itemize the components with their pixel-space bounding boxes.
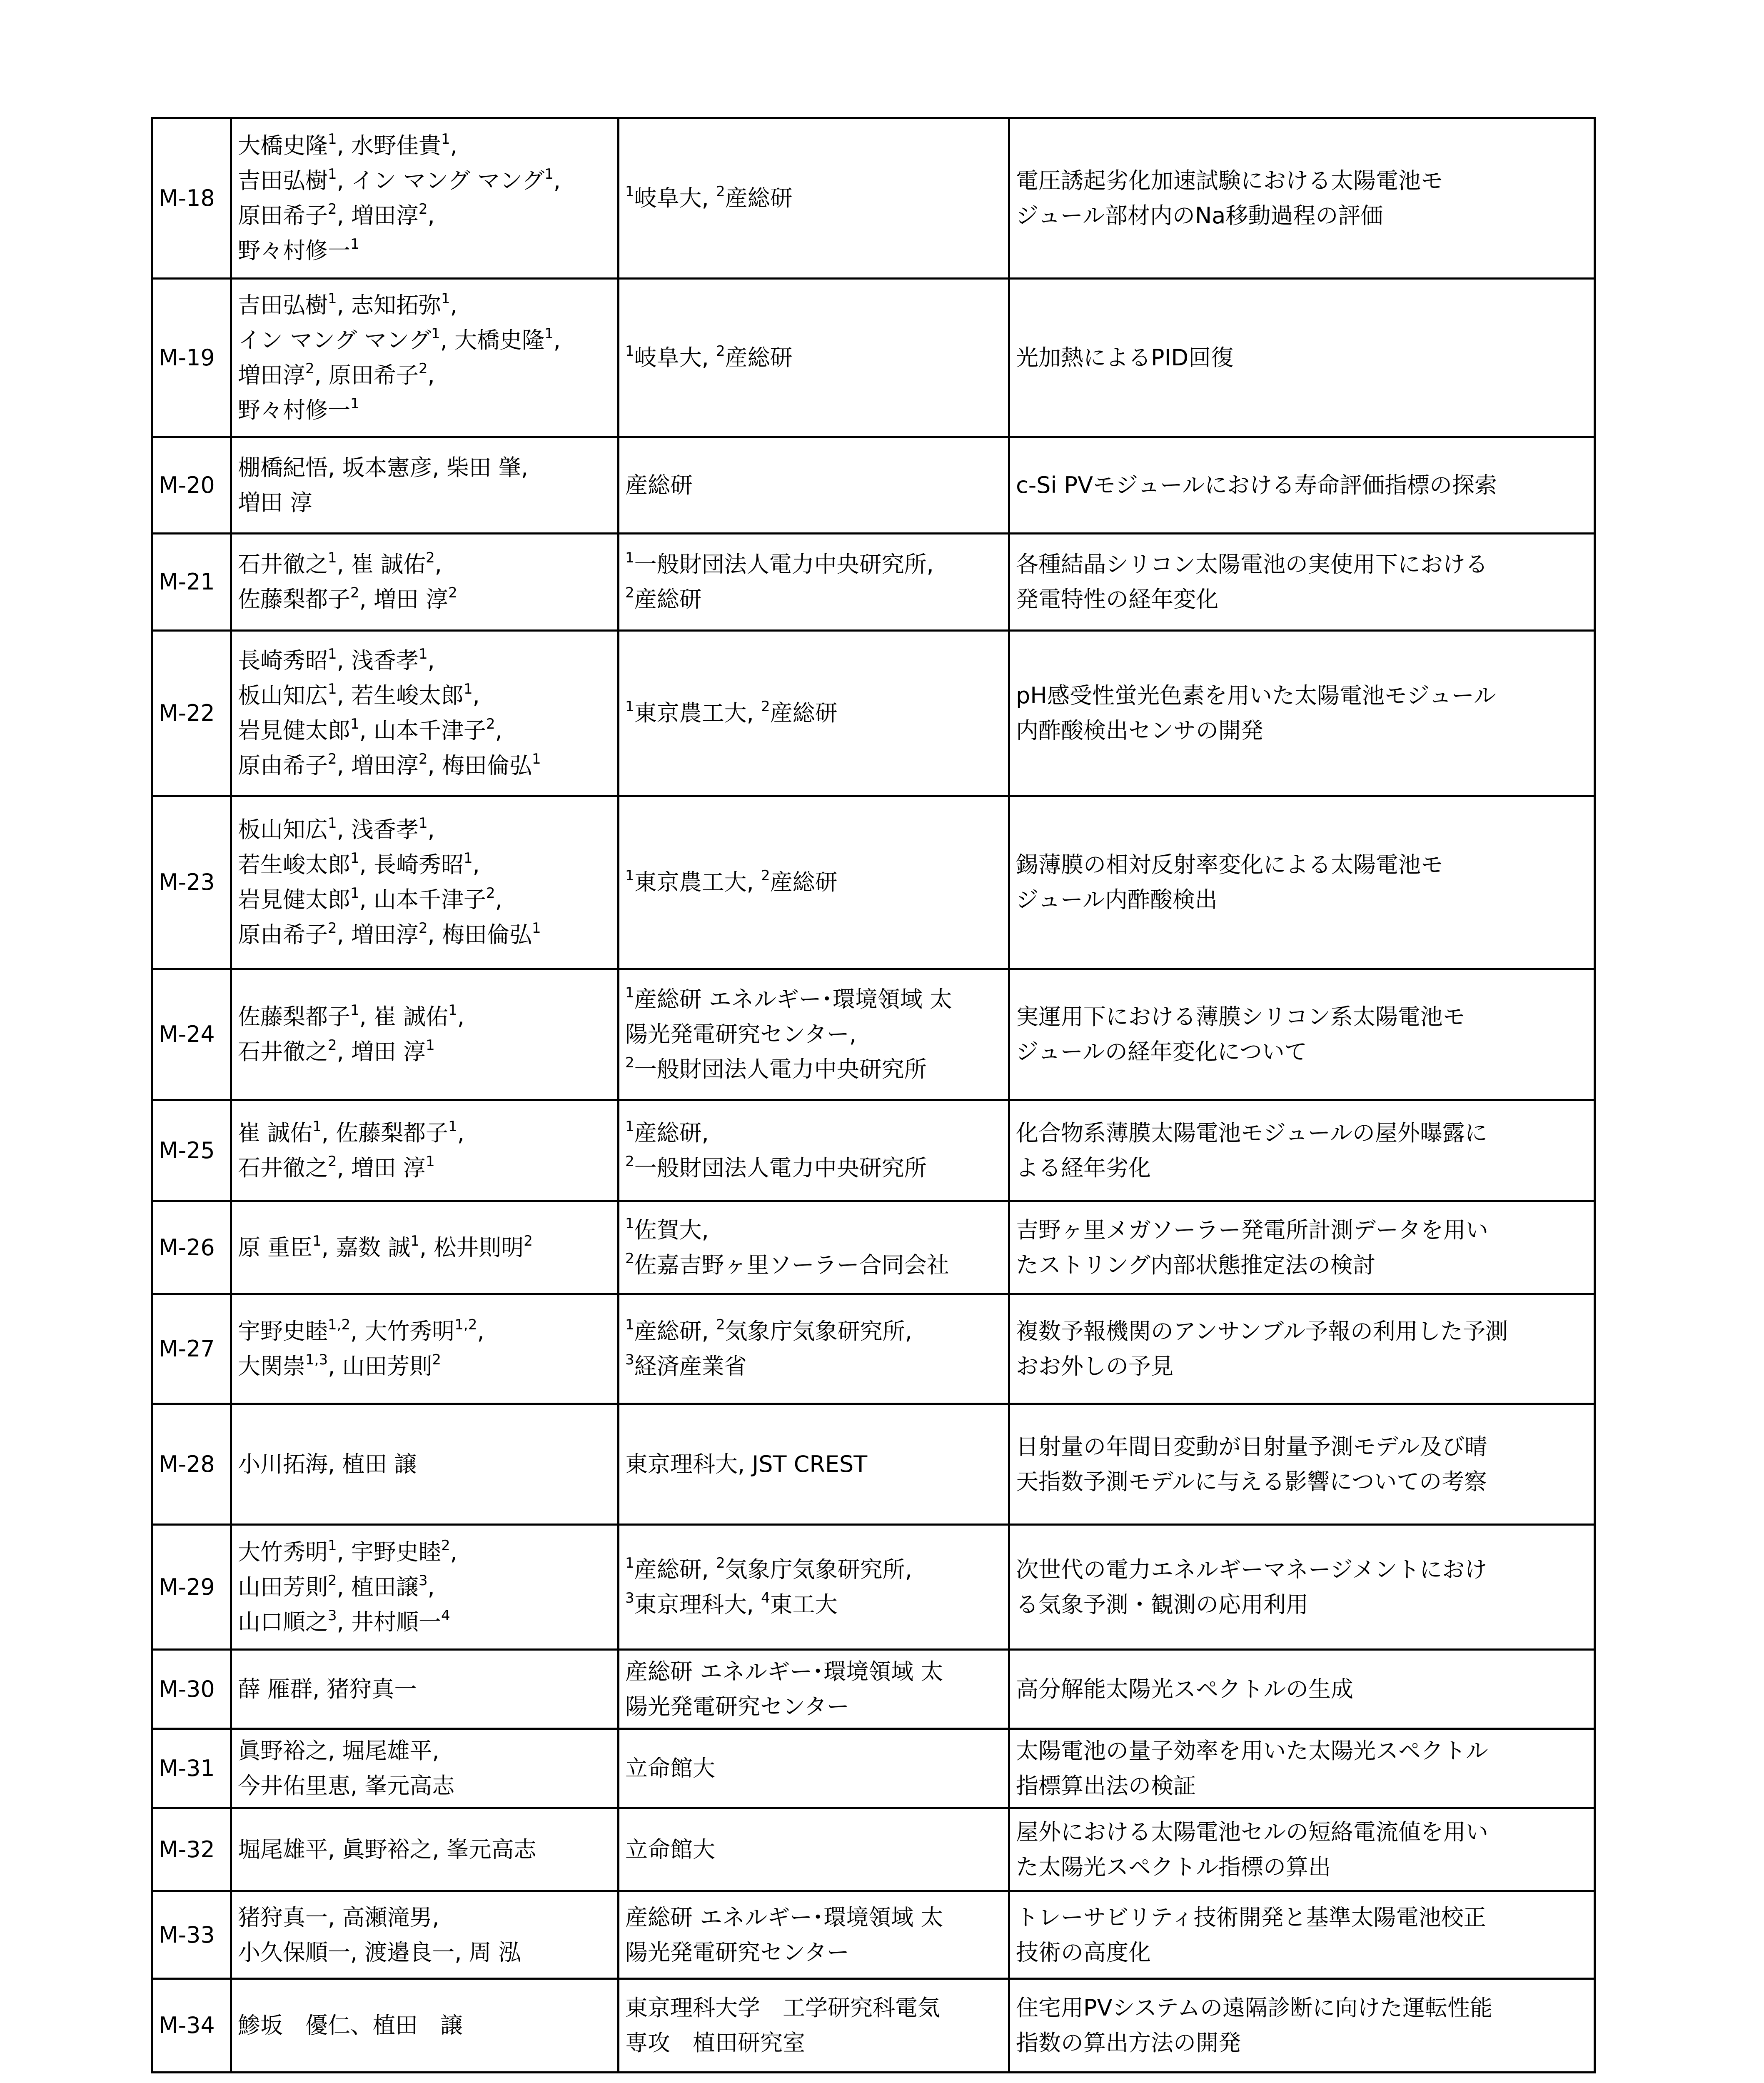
affiliation-superscript: 1 [625,183,634,200]
affiliation-cell-line: $^1$産総研, [625,1118,709,1146]
title-cell [1009,1404,1595,1525]
authors-cell [231,631,619,796]
affiliation-superscript: 1 [448,1002,457,1019]
affiliation-superscript: 1 [431,325,440,342]
table-row [152,279,1595,437]
affiliation-cell-line: 立命館大 [625,1836,715,1863]
authors-cell [231,1201,619,1294]
affiliation-superscript: 1 [441,131,450,147]
authors-cell-line: 小川拓海, 植田 譲 [238,1451,417,1477]
affiliation-superscript: 4 [441,1607,450,1624]
affiliation-cell [619,796,1009,969]
table-row [152,631,1595,796]
title-cell-line: 天指数予測モデルに与える影響についての考察 [1016,1468,1487,1495]
authors-cell-line: 野々村修一$^1$ [238,395,359,423]
authors-cell [231,279,619,437]
authors-cell-line: 長崎秀昭$^1$, 浅香孝$^1$, [238,646,435,674]
affiliation-superscript: 1 [418,815,428,832]
affiliation-cell-line: 陽光発電研究センター, [625,1021,857,1047]
authors-cell-line: 板山知広$^1$, 浅香孝$^1$, [238,815,435,843]
title-cell-line: 複数予報機関のアンサンブル予報の利用した予測 [1016,1318,1508,1344]
affiliation-cell-line: 東京理科大学 工学研究科電気 [625,1995,940,2021]
authors-cell-line: イン マング マング$^1$, 大橋史隆$^1$, [238,325,561,353]
authors-cell-line: 佐藤梨都子$^1$, 崔 誠佑$^1$, [238,1002,464,1030]
affiliation-superscript: 1 [544,325,554,342]
title-cell-line: 化合物系薄膜太陽電池モジュールの屋外曝露に [1016,1119,1487,1146]
authors-cell-line: 棚橋紀悟, 坂本憲彦, 柴田 肇, [238,454,528,481]
table-row [152,534,1595,631]
affiliation-superscript: 2 [418,751,428,767]
title-cell [1009,1294,1595,1404]
affiliation-superscript: 1 [625,1316,634,1333]
title-cell [1009,1808,1595,1891]
affiliation-superscript: 3 [625,1589,634,1606]
authors-cell [231,1404,619,1525]
affiliation-cell-line: 専攻 植田研究室 [625,2030,805,2056]
presentation-number: M-31 [152,1729,231,1808]
title-cell-line: たストリング内部状態推定法の検討 [1016,1251,1375,1278]
affiliation-superscript: 2 [418,920,428,937]
authors-cell [231,1294,619,1404]
affiliation-superscript: 1 [418,646,428,662]
authors-cell-line: 吉田弘樹$^1$, 志知拓弥$^1$, [238,290,457,318]
title-cell-line: る気象予測・観測の応用利用 [1016,1591,1308,1618]
affiliation-cell-line: 産総研 [625,472,693,498]
authors-cell-line: 岩見健太郎$^1$, 山本千津子$^2$, [238,885,502,913]
title-cell-line: 内酢酸検出センサの開発 [1016,717,1263,744]
affiliation-superscript: 2 [350,584,359,601]
authors-cell-line: 今井佑里恵, 峯元高志 [238,1772,455,1799]
affiliation-superscript: 1,2 [454,1316,477,1333]
affiliation-cell-line: 東京理科大, JST CREST [625,1451,868,1477]
affiliation-superscript: 4 [761,1589,770,1606]
affiliation-superscript: 1 [625,342,634,360]
presentation-number: M-32 [152,1808,231,1891]
affiliation-cell-line: $^1$岐阜大, $^2$産総研 [625,342,793,371]
table-row [152,1891,1595,1979]
affiliation-superscript: 1 [350,1002,359,1019]
presentation-number: M-26 [152,1201,231,1294]
affiliation-cell-line: 陽光発電研究センター [625,1939,849,1966]
affiliation-superscript: 2 [418,360,428,377]
affiliation-cell [619,1650,1009,1729]
affiliation-superscript: 3 [418,1572,428,1589]
title-cell-line: 住宅用PVシステムの遠隔診断に向けた運転性能 [1016,1995,1493,2021]
affiliation-cell [619,279,1009,437]
authors-cell-line: 野々村修一$^1$ [238,236,359,264]
affiliation-superscript: 1 [448,1118,457,1135]
title-cell-line: 指数の算出方法の開発 [1016,2030,1241,2056]
affiliation-superscript: 2 [441,1537,450,1554]
title-cell [1009,534,1595,631]
affiliation-cell [619,969,1009,1100]
affiliation-superscript: 1 [350,885,359,902]
affiliation-cell [619,1729,1009,1808]
affiliation-superscript: 1 [328,131,337,147]
title-cell-line: 吉野ヶ里メガソーラー発電所計測データを用い [1016,1216,1488,1243]
table-row [152,437,1595,534]
table-row [152,969,1595,1100]
affiliation-cell-line: $^1$産総研, $^2$気象庁気象研究所, [625,1316,912,1344]
authors-cell-line: 石井徹之$^1$, 崔 誠佑$^2$, [238,549,442,577]
title-cell-line: おお外しの予見 [1016,1353,1173,1379]
title-cell-line: pH感受性蛍光色素を用いた太陽電池モジュール [1016,682,1496,709]
title-cell-line: 屋外における太陽電池セルの短絡電流値を用い [1016,1818,1488,1845]
affiliation-cell [619,631,1009,796]
authors-cell-line: 山口順之$^3$, 井村順一$^4$ [238,1607,450,1635]
table-row [152,1650,1595,1729]
affiliation-superscript: 1 [531,751,541,767]
presentation-number: M-33 [152,1891,231,1979]
affiliation-cell [619,1525,1009,1650]
authors-cell-line: 大橋史隆$^1$, 水野佳貴$^1$, [238,131,457,159]
presentation-number: M-24 [152,969,231,1100]
affiliation-cell [619,534,1009,631]
affiliation-cell-line: $^2$産総研 [625,584,702,612]
affiliation-superscript: 1 [328,166,337,182]
authors-cell-line: 大関崇$^{1,3}$, 山田芳則$^2$ [238,1351,442,1379]
authors-cell [231,1525,619,1650]
affiliation-cell-line: $^1$産総研 エネルギー･環境領域 太 [625,984,952,1012]
affiliation-superscript: 1 [328,549,337,566]
affiliation-superscript: 1 [441,290,450,307]
authors-cell-line: 岩見健太郎$^1$, 山本千津子$^2$, [238,716,502,744]
affiliation-superscript: 2 [761,867,770,884]
affiliation-cell-line: $^2$一般財団法人電力中央研究所 [625,1054,927,1082]
table-row [152,1404,1595,1525]
title-cell [1009,118,1595,279]
authors-cell-line: 鯵坂 優仁、植田 譲 [238,2012,463,2038]
affiliation-superscript: 1 [426,1037,435,1054]
title-cell-line: 指標算出法の検証 [1016,1772,1196,1799]
affiliation-superscript: 1 [625,984,634,1001]
affiliation-superscript: 1 [328,1537,337,1554]
authors-cell [231,534,619,631]
title-cell-line: 光加熱によるPID回復 [1016,344,1234,371]
authors-cell-line: 板山知広$^1$, 若生峻太郎$^1$, [238,681,480,709]
affiliation-cell [619,1808,1009,1891]
affiliation-cell-line: $^1$産総研, $^2$気象庁気象研究所, [625,1554,912,1583]
affiliation-superscript: 2 [328,920,337,937]
table-row [152,1525,1595,1650]
title-cell [1009,437,1595,534]
title-cell-line: 発電特性の経年変化 [1016,586,1218,612]
affiliation-superscript: 2 [486,885,495,902]
affiliation-cell-line: $^3$東京理科大, $^4$東工大 [625,1589,838,1618]
authors-cell-line: 大竹秀明$^1$, 宇野史睦$^2$, [238,1537,457,1565]
affiliation-superscript: 1 [426,1153,435,1170]
title-cell-line: ジュール内酢酸検出 [1016,887,1218,913]
affiliation-cell-line: $^1$一般財団法人電力中央研究所, [625,549,934,577]
presentation-number: M-34 [152,1979,231,2073]
title-cell [1009,279,1595,437]
authors-cell [231,796,619,969]
title-cell-line: 技術の高度化 [1016,1939,1151,1966]
title-cell [1009,1979,1595,2073]
affiliation-superscript: 1 [544,166,554,182]
affiliation-superscript: 1 [328,290,337,307]
authors-cell-line: 若生峻太郎$^1$, 長崎秀昭$^1$, [238,850,480,878]
authors-cell-line: 石井徹之$^2$, 増田 淳$^1$ [238,1037,435,1065]
affiliation-cell-line: $^1$岐阜大, $^2$産総研 [625,183,793,211]
affiliation-superscript: 1 [463,681,473,697]
affiliation-superscript: 1 [312,1118,322,1135]
affiliation-cell-line: 陽光発電研究センター [625,1693,849,1720]
authors-cell-line: 眞野裕之, 堀尾雄平, [238,1737,439,1764]
affiliation-superscript: 2 [418,201,428,217]
affiliation-cell [619,1201,1009,1294]
presentation-number: M-30 [152,1650,231,1729]
authors-cell [231,1729,619,1808]
affiliation-superscript: 1 [531,920,541,937]
affiliation-superscript: 1 [350,236,359,252]
authors-cell [231,1808,619,1891]
affiliation-cell-line: $^2$佐嘉吉野ヶ里ソーラー合同会社 [625,1250,949,1278]
affiliation-superscript: 2 [328,1572,337,1589]
affiliation-cell-line: $^1$東京農工大, $^2$産総研 [625,867,838,895]
presentation-number: M-19 [152,279,231,437]
presentation-number: M-20 [152,437,231,534]
affiliation-superscript: 2 [448,584,457,601]
authors-cell [231,969,619,1100]
affiliation-superscript: 1 [625,1215,634,1232]
affiliation-cell [619,437,1009,534]
authors-cell-line: 増田 淳 [238,489,313,516]
table-row [152,1729,1595,1808]
affiliation-cell [619,1294,1009,1404]
authors-cell [231,1100,619,1201]
table-row [152,1201,1595,1294]
authors-cell [231,1891,619,1979]
affiliation-superscript: 2 [716,183,725,200]
affiliation-superscript: 2 [486,716,495,732]
affiliation-superscript: 2 [524,1232,533,1249]
affiliation-superscript: 1 [410,1232,419,1249]
affiliation-cell-line: $^1$東京農工大, $^2$産総研 [625,698,838,726]
authors-cell-line: 吉田弘樹$^1$, イン マング マング$^1$, [238,166,561,194]
affiliation-cell-line: 産総研 エネルギー･環境領域 太 [625,1658,943,1685]
authors-cell-line: 石井徹之$^2$, 増田 淳$^1$ [238,1153,435,1181]
affiliation-cell [619,1979,1009,2073]
affiliation-superscript: 3 [625,1351,634,1368]
authors-cell-line: 宇野史睦$^{1,2}$, 大竹秀明$^{1,2}$, [238,1316,484,1344]
table-row [152,118,1595,279]
title-cell-line: トレーサビリティ技術開発と基準太陽電池校正 [1016,1904,1486,1931]
table-row [152,796,1595,969]
title-cell [1009,969,1595,1100]
affiliation-cell [619,1100,1009,1201]
table-row [152,1979,1595,2073]
authors-cell-line: 小久保順一, 渡邉良一, 周 泓 [238,1939,521,1966]
table-row [152,1294,1595,1404]
title-cell-line: c-Si PVモジュールにおける寿命評価指標の探索 [1016,472,1497,498]
title-cell-line: 日射量の年間日変動が日射量予測モデル及び晴 [1016,1433,1487,1460]
affiliation-superscript: 2 [305,360,314,377]
affiliation-superscript: 1,2 [328,1316,351,1333]
title-cell-line: 各種結晶シリコン太陽電池の実使用下における [1016,551,1488,577]
affiliation-cell-line: 産総研 エネルギー･環境領域 太 [625,1904,943,1931]
authors-cell-line: 増田淳$^2$, 原田希子$^2$, [238,360,435,388]
title-cell-line: 電圧誘起劣化加速試験における太陽電池モ [1016,167,1443,194]
title-cell [1009,1201,1595,1294]
affiliation-superscript: 1 [625,867,634,884]
authors-cell-line: 原 重臣$^1$, 嘉数 誠$^1$, 松井則明$^2$ [238,1232,533,1261]
affiliation-superscript: 2 [761,698,770,715]
authors-cell-line: 原田希子$^2$, 増田淳$^2$, [238,201,435,229]
affiliation-superscript: 2 [625,1250,634,1267]
affiliation-superscript: 1 [350,850,359,867]
authors-cell-line: 山田芳則$^2$, 植田譲$^3$, [238,1572,435,1600]
presentation-number: M-23 [152,796,231,969]
authors-cell-line: 崔 誠佑$^1$, 佐藤梨都子$^1$, [238,1118,464,1146]
title-cell-line: ジュールの経年変化について [1016,1039,1307,1065]
affiliation-superscript: 2 [328,201,337,217]
authors-cell-line: 薛 雁群, 猪狩真一 [238,1676,417,1702]
title-cell [1009,1729,1595,1808]
affiliation-superscript: 2 [716,342,725,360]
affiliation-superscript: 1 [328,681,337,697]
affiliation-superscript: 2 [328,751,337,767]
affiliation-cell-line: $^1$佐賀大, [625,1215,709,1243]
affiliation-cell [619,1891,1009,1979]
affiliation-superscript: 1 [328,646,337,662]
affiliation-superscript: 1 [350,716,359,732]
presentation-number: M-21 [152,534,231,631]
title-cell [1009,1650,1595,1729]
affiliation-cell-line: $^3$経済産業省 [625,1351,747,1379]
affiliation-superscript: 1 [625,1554,634,1571]
authors-cell [231,437,619,534]
title-cell [1009,1891,1595,1979]
affiliation-superscript: 2 [426,549,435,566]
title-cell-line: よる経年劣化 [1016,1154,1151,1181]
table-row [152,1100,1595,1201]
title-cell [1009,1525,1595,1650]
affiliation-superscript: 2 [716,1554,725,1571]
affiliation-superscript: 2 [716,1316,725,1333]
presentation-number: M-28 [152,1404,231,1525]
title-cell-line: 錫薄膜の相対反射率変化による太陽電池モ [1016,852,1443,878]
title-cell-line: 太陽電池の量子効率を用いた太陽光スペクトル [1016,1737,1488,1764]
title-cell-line: ジュール部材内のNa移動過程の評価 [1016,202,1383,229]
affiliation-superscript: 1 [625,698,634,715]
affiliation-superscript: 2 [328,1037,337,1054]
affiliation-superscript: 2 [328,1153,337,1170]
presentation-number: M-22 [152,631,231,796]
title-cell [1009,1100,1595,1201]
authors-cell [231,1650,619,1729]
authors-cell-line: 堀尾雄平, 眞野裕之, 峯元高志 [238,1836,536,1863]
affiliation-superscript: 2 [625,1054,634,1071]
authors-cell-line: 原由希子$^2$, 増田淳$^2$, 梅田倫弘$^1$ [238,920,541,948]
affiliation-superscript: 1 [350,395,359,412]
affiliation-superscript: 1 [625,549,634,566]
affiliation-cell-line: $^2$一般財団法人電力中央研究所 [625,1153,927,1181]
affiliation-superscript: 2 [625,584,634,601]
title-cell [1009,631,1595,796]
authors-cell-line: 佐藤梨都子$^2$, 増田 淳$^2$ [238,584,457,612]
title-cell [1009,796,1595,969]
table-row [152,1808,1595,1891]
affiliation-cell [619,118,1009,279]
affiliation-superscript: 1 [312,1232,322,1249]
affiliation-superscript: 1 [463,850,473,867]
authors-cell [231,1979,619,2073]
affiliation-cell [619,1404,1009,1525]
affiliation-superscript: 1 [328,815,337,832]
affiliation-superscript: 3 [328,1607,337,1624]
title-cell-line: 実運用下における薄膜シリコン系太陽電池モ [1016,1004,1465,1030]
affiliation-superscript: 2 [625,1153,634,1170]
presentation-number: M-27 [152,1294,231,1404]
presentation-number: M-29 [152,1525,231,1650]
authors-cell-line: 原由希子$^2$, 増田淳$^2$, 梅田倫弘$^1$ [238,751,541,779]
presentation-table-m [151,117,1596,2073]
authors-cell-line: 猪狩真一, 高瀬滝男, [238,1904,439,1931]
affiliation-superscript: 1 [625,1118,634,1135]
authors-cell [231,118,619,279]
title-cell-line: 次世代の電力エネルギーマネージメントにおけ [1016,1556,1487,1583]
presentation-number: M-18 [152,118,231,279]
presentation-number: M-25 [152,1100,231,1201]
affiliation-superscript: 1,3 [305,1351,328,1368]
title-cell-line: 高分解能太陽光スペクトルの生成 [1016,1676,1353,1702]
presentation-table-body [152,118,1595,2073]
title-cell-line: た太陽光スペクトル指標の算出 [1016,1853,1331,1880]
affiliation-cell-line: 立命館大 [625,1755,715,1781]
affiliation-superscript: 2 [432,1351,442,1368]
